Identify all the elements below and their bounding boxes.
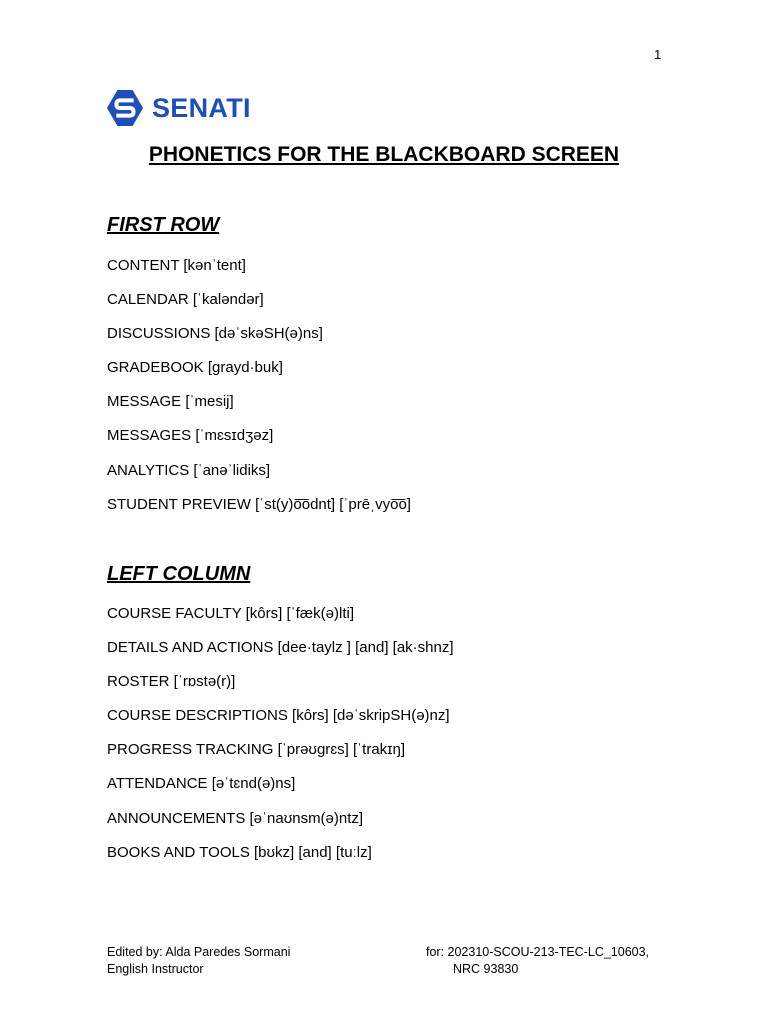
first-row-list bbox=[107, 256, 411, 529]
footer-editor-role: English Instructor bbox=[107, 962, 204, 976]
list-item: ANALYTICS [ˈanəˈlidiks] bbox=[107, 461, 271, 479]
list-item: DETAILS AND ACTIONS [dee·taylz ] [and] [ak·shnz] bbox=[107, 639, 454, 657]
section-heading-left-column: LEFT COLUMN bbox=[107, 563, 251, 585]
list-item: STUDENT PREVIEW [ˈst(y)o͞odnt] [ˈprēˌvyo͞o] bbox=[107, 495, 411, 513]
senati-logo bbox=[106, 88, 251, 128]
list-item: GRADEBOOK [grayd·buk] bbox=[107, 359, 283, 377]
list-item: COURSE DESCRIPTIONS [kôrs] [dəˈskripSH(ə)nz] bbox=[107, 707, 450, 725]
senati-logo-icon bbox=[106, 89, 144, 127]
logo-text: SENATI bbox=[152, 92, 251, 123]
list-item: ANNOUNCEMENTS [əˈnaʊnsm(ə)ntz] bbox=[107, 809, 364, 827]
section-heading-first-row: FIRST ROW bbox=[107, 214, 220, 236]
page-title: PHONETICS FOR THE BLACKBOARD SCREEN bbox=[148, 143, 620, 166]
list-item: COURSE FACULTY [kôrs] [ˈfæk(ə)lti] bbox=[107, 605, 354, 622]
list-item: PROGRESS TRACKING [ˈprəʊgrɛs] [ˈtrakɪŋ] bbox=[107, 741, 406, 759]
footer-course-code: for: 202310-SCOU-213-TEC-LC_10603, bbox=[426, 945, 650, 959]
left-column-list bbox=[107, 604, 454, 877]
list-item: CONTENT [kənˈtent] bbox=[107, 257, 246, 274]
footer-editor bbox=[107, 944, 290, 978]
list-item: DISCUSSIONS [dəˈskəSH(ə)ns] bbox=[107, 325, 323, 343]
list-item: MESSAGE [ˈmesij] bbox=[107, 393, 234, 411]
footer-course bbox=[426, 944, 649, 978]
list-item: ROSTER [ˈrɒstə(r)] bbox=[107, 673, 236, 691]
page-number: 1 bbox=[654, 47, 662, 62]
list-item: BOOKS AND TOOLS [bʊkz] [and] [tuːlz] bbox=[107, 843, 372, 861]
footer-editor-name: Edited by: Alda Paredes Sormani bbox=[107, 945, 291, 959]
footer-nrc: NRC 93830 bbox=[453, 962, 519, 976]
list-item: MESSAGES [ˈmɛsɪdʒəz] bbox=[107, 427, 274, 445]
list-item: ATTENDANCE [əˈtɛnd(ə)ns] bbox=[107, 775, 296, 793]
list-item: CALENDAR [ˈkaləndər] bbox=[107, 291, 264, 309]
